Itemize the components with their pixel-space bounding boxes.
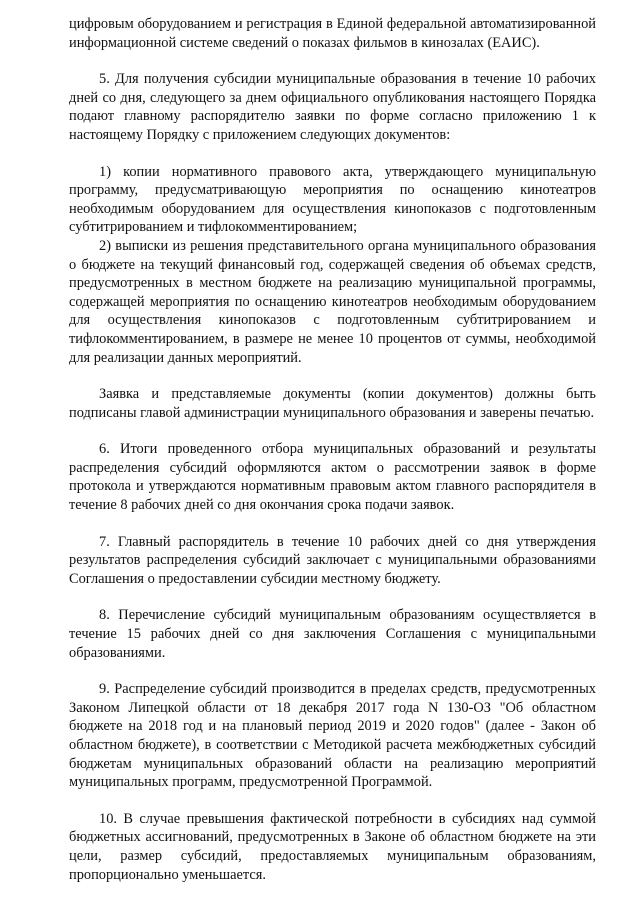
paragraph-5-signature-note: Заявка и представляемые документы (копии документов) должны быть подписаны главой администрации муниципального образования и заверены печатью. (69, 386, 596, 421)
paragraph-gap (69, 367, 596, 385)
paragraph-8: 8. Перечисление субсидий муниципальным образованиям осуществляется в течение 15 рабочих дней со дня заключения Соглашения с муниципальными образованиями. (69, 607, 596, 661)
paragraph-gap (69, 588, 596, 606)
paragraph-5: 5. Для получения субсидии муниципальные образования в течение 10 рабочих дней со дня, следующего за днем официального опубликования настоящего Порядка подают главному распорядителю заявки по форме согласно приложению 1 к настоящему Порядку с приложением следующих документов: (69, 71, 596, 143)
paragraph-10: 10. В случае превышения фактической потребности в субсидиях над суммой бюджетных ассигнований, предусмотренных в Законе об областном бюджете на эти цели, размер субсидий, предоставляемых муниципальным образованиям, пропорционально уменьшается. (69, 810, 596, 883)
paragraph-gap (69, 662, 596, 680)
paragraph-5-item-2: 2) выписки из решения представительного органа муниципального образования о бюджете на текущий финансовый год, содержащей сведения об объемах средств, предусмотренных в местном бюджете на реализацию муниципальной программы, содержащей мероприятия по оснащению кинотеатров необходимым оборудованием для осуществления кинопоказов с подготовленным субтитрированием и тифлокомментированием, в размере не менее 10 процентов от суммы, необходимой для реализации данных мероприятий. (69, 237, 596, 366)
paragraph-gap (69, 422, 596, 440)
paragraph-continuation: цифровым оборудованием и регистрация в Единой федеральной автоматизированной информационной системе сведений о показах фильмов в кинозалах (ЕАИС). (69, 16, 596, 51)
paragraph-7: 7. Главный распорядитель в течение 10 рабочих дней со дня утверждения результатов распределения субсидий заключает с муниципальными образованиями Соглашения о предоставлении субсидии местному бюджету. (69, 533, 596, 587)
paragraph-gap (69, 792, 596, 810)
paragraph-5-item-1: 1) копии нормативного правового акта, утверждающего муниципальную программу, предусматривающую мероприятия по оснащению кинотеатров необходимым оборудованием для осуществления кинопоказов с подготовленным субтитрированием и тифлокомментированием; (69, 163, 596, 236)
paragraph-gap (69, 52, 596, 70)
paragraph-9: 9. Распределение субсидий производится в пределах средств, предусмотренных Законом Липецкой области от 18 декабря 2017 года N 130-ОЗ "Об областном бюджете на 2018 год и на плановый период 2019 и 2020 годов" (далее - Закон об областном бюджете), в соответствии с Методикой расчета межбюджетных субсидий бюджетам муниципальных образований области на реализацию мероприятий муниципальных программ, предусмотренной Программой. (69, 681, 596, 791)
document-page (69, 15, 596, 884)
paragraph-6: 6. Итоги проведенного отбора муниципальных образований и результаты распределения субсидий оформляются актом о рассмотрении заявок в форме протокола и утверждаются нормативным правовым актом главного распорядителя в течение 8 рабочих дней со дня окончания срока подачи заявок. (69, 441, 596, 514)
paragraph-gap (69, 515, 596, 533)
paragraph-gap (69, 145, 596, 163)
